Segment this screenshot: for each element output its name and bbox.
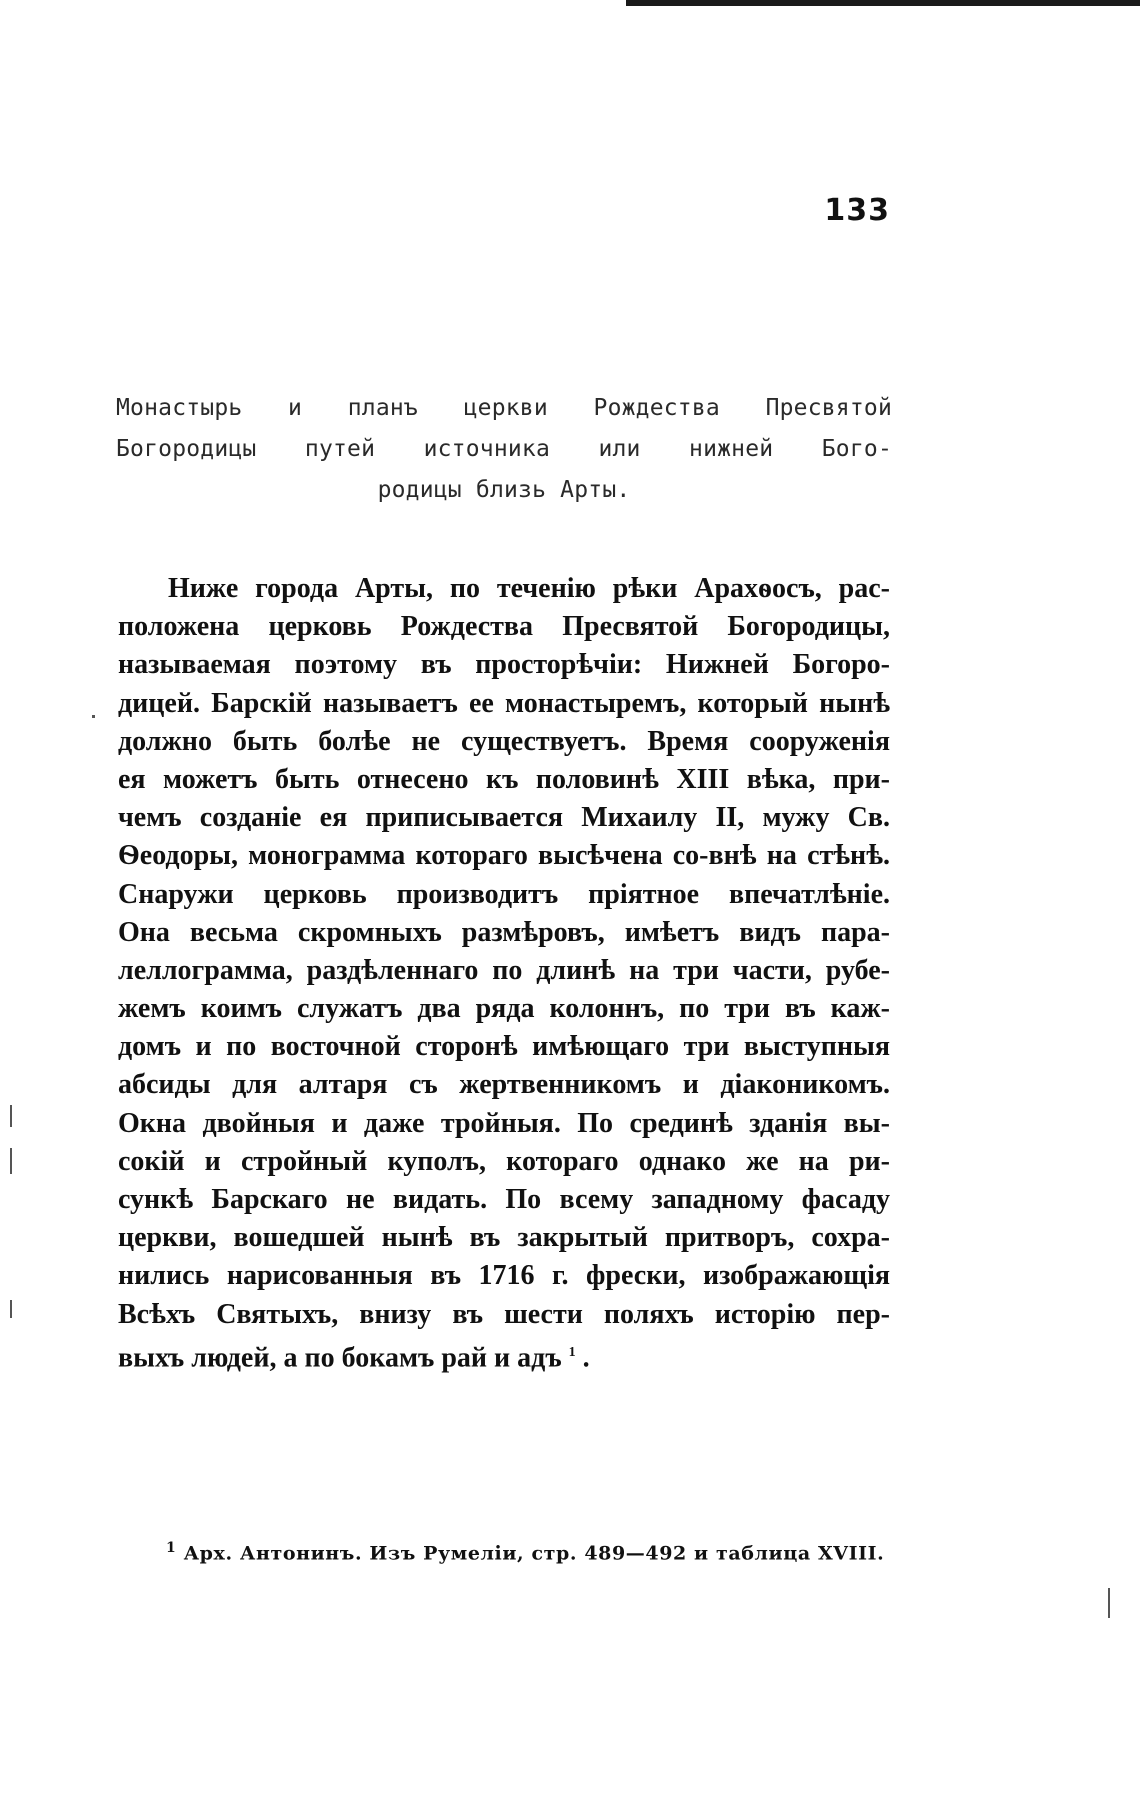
body-line: дицей. Барскій называетъ ее монастыремъ, который нынѣ — [118, 687, 890, 719]
body-line: абсиды для алтаря съ жертвенникомъ и діаконикомъ. — [118, 1069, 890, 1101]
body-line: нились нарисованныя въ 1716 г. фрески, изображающія — [118, 1260, 890, 1292]
body-line: домъ и по восточной сторонѣ имѣющаго три выступныя — [118, 1031, 890, 1063]
page-number: 133 — [824, 193, 890, 228]
footnote-reference[interactable]: 1 — [568, 1344, 576, 1360]
body-line: Всѣхъ Святыхъ, внизу въ шести поляхъ исторію пер- — [118, 1298, 890, 1330]
body-line: положена церковь Рождества Пресвятой Богородицы, — [118, 611, 890, 643]
body-line: церкви, вошедшей нынѣ въ закрытый притворъ, сохра- — [118, 1222, 890, 1254]
body-line: Снаружи церковь производитъ пріятное впечатлѣніе. — [118, 878, 890, 910]
footnote-mark: 1 — [166, 1540, 177, 1556]
caption-line: родицы близь Арты. — [377, 477, 631, 503]
margin-tick — [10, 1105, 12, 1127]
body-line-text: выхъ людей, а по бокамъ рай и адъ — [118, 1342, 562, 1374]
body-line: леллограмма, раздѣленнаго по длинѣ на три части, рубе- — [118, 954, 890, 986]
figure-caption — [116, 388, 892, 511]
caption-line: Монастырь и планъ церкви Рождества Пресвятой — [116, 395, 892, 421]
body-line: Ѳеодоры, монограмма котораго высѣчена со-внѣ на стѣнѣ. — [118, 840, 890, 872]
trailing-period: . — [575, 1342, 590, 1374]
margin-tick — [1108, 1588, 1110, 1618]
top-rule — [626, 0, 1140, 6]
body-line: называемая поэтому въ просторѣчіи: Нижней Богоро- — [118, 649, 890, 681]
margin-tick — [10, 1148, 12, 1174]
body-line: жемъ коимъ служатъ два ряда колоннъ, по три въ каж- — [118, 993, 890, 1025]
caption-line: Богородицы путей источника или нижней Бого- — [116, 436, 892, 462]
margin-tick — [10, 1300, 12, 1318]
body-line: ея можетъ быть отнесено къ половинѣ XIII вѣка, при- — [118, 763, 890, 795]
footnote — [166, 1540, 884, 1564]
body-line: Окна двойныя и даже тройныя. По срединѣ зданія вы- — [118, 1107, 890, 1139]
body-line: должно быть болѣе не существуетъ. Время сооруженія — [118, 725, 890, 757]
body-line: чемъ созданіе ея приписывается Михаилу II, мужу Св. — [118, 802, 890, 834]
body-paragraph — [118, 570, 890, 1372]
body-line: Ниже города Арты, по теченію рѣки Арахѳосъ, рас- — [168, 573, 890, 604]
body-line: сункѣ Барскаго не видать. По всему западному фасаду — [118, 1184, 890, 1215]
footnote-text: Арх. Антонинъ. Изъ Румеліи, стр. 489—492 и таблица XVIII. — [183, 1542, 885, 1565]
body-line: сокій и стройный куполъ, котораго однако же на ри- — [118, 1145, 890, 1177]
margin-tick — [92, 715, 95, 718]
body-line: Она весьма скромныхъ размѣровъ, имѣетъ видъ пара- — [118, 916, 890, 948]
body-line-last — [118, 1334, 890, 1372]
